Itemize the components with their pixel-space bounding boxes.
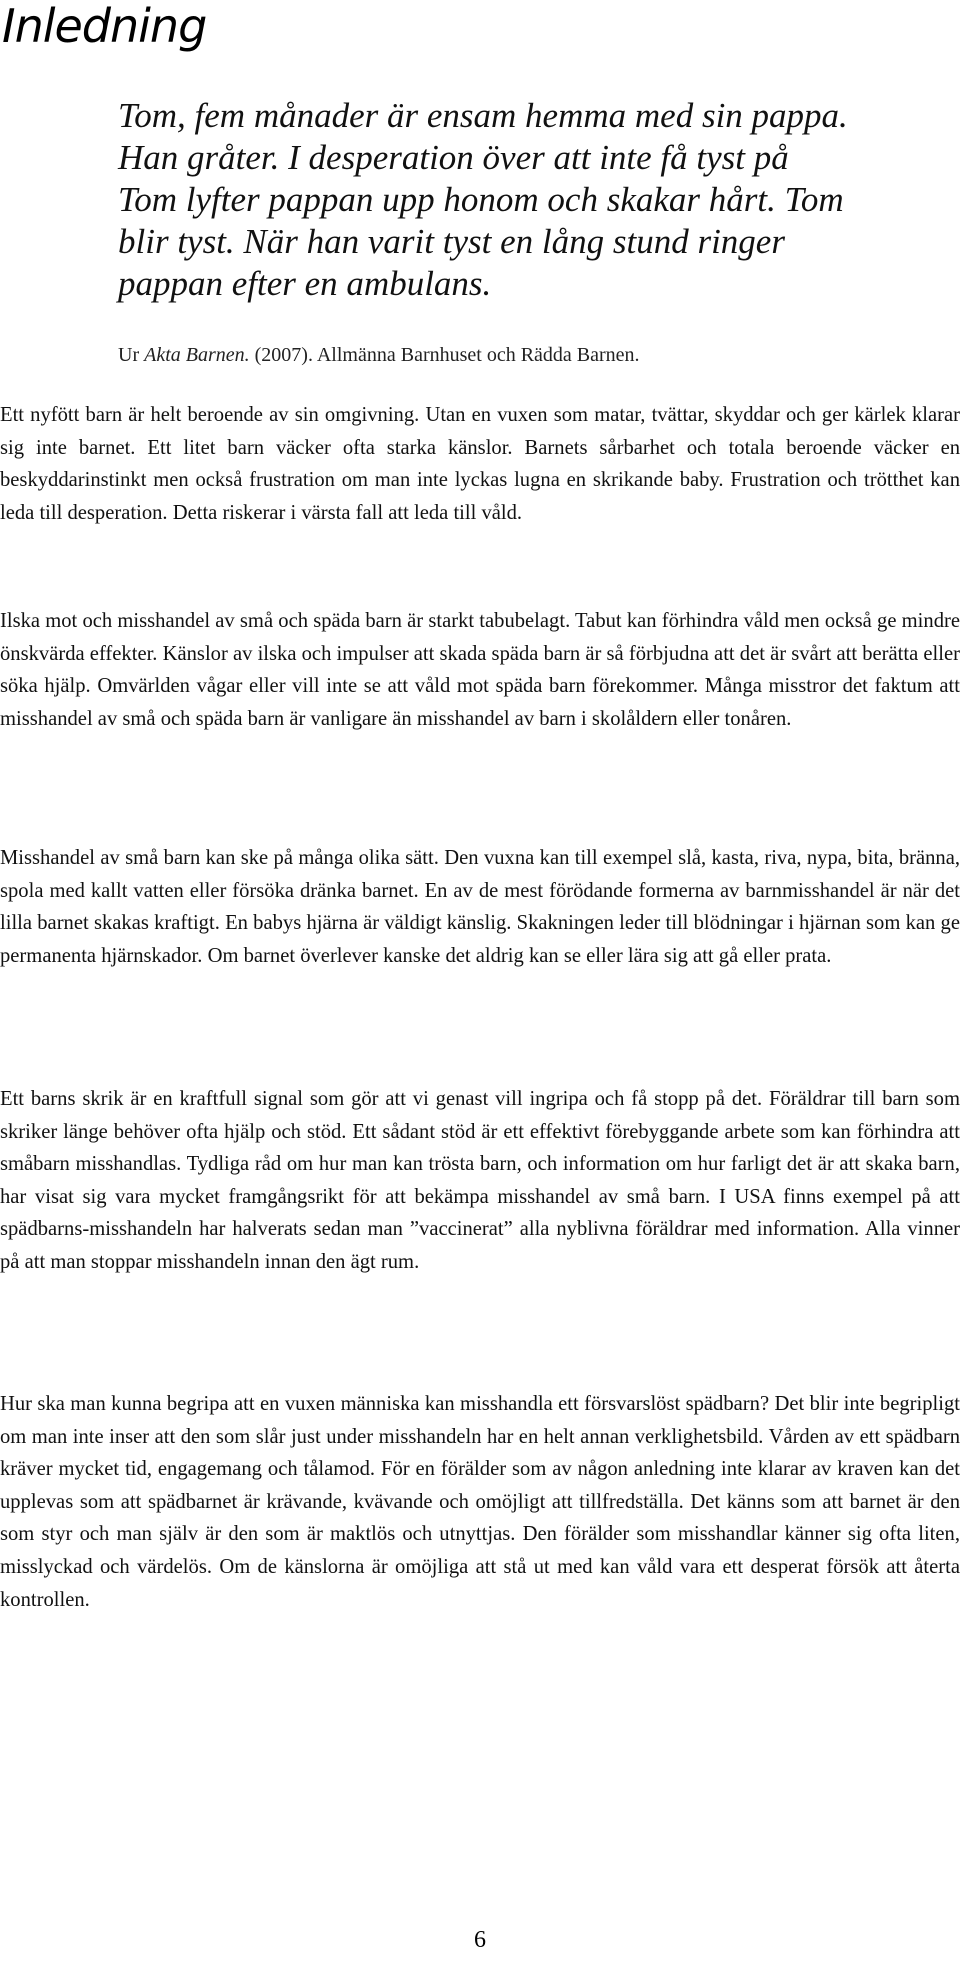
intro-quote: Tom, fem månader är ensam hemma med sin pappa. Han gråter. I desperation över att inte få tyst på Tom lyfter pappan upp honom och skakar hårt. Tom blir tyst. När han varit tyst en lång stund ringer pappan efter en ambulans. [118,96,848,303]
page-number: 6 [474,1927,486,1953]
paragraph-2: Ilska mot och misshandel av små och späda barn är starkt tabubelagt. Tabut kan förhindra våld men också ge mindre önskvärda effekter. Känslor av ilska och impulser att skada späda barn är så förbjudna att det är svårt att berätta eller söka hjälp. Omvärlden vågar eller vill inte se att våld mot späda barn förekommer. Många misstror det faktum att misshandel av små och späda barn är vanligare än misshandel av barn i skolåldern eller tonåren. [0,610,960,730]
citation-title: Akta Barnen. [144,344,250,366]
paragraph-4: Ett barns skrik är en kraftfull signal som gör att vi genast vill ingripa och få stopp på det. Föräldrar till barn som skriker länge behöver ofta hjälp och stöd. Ett sådant stöd är ett effektivt förebyggande arbete som kan förhindra att småbarn misshandlas. Tydliga råd om hur man kan trösta barn, och information om hur farligt det är att skaka barn, har visat sig vara mycket framgångsrikt för att bekämpa misshandel av små barn. I USA finns exempel på att spädbarns-misshandeln har halverats sedan man ”vaccinerat” alla nyblivna föräldrar med information. Alla vinner på att man stoppar misshandeln innan den ägt rum. [0,1088,960,1273]
citation-prefix: Ur [118,344,145,366]
paragraph-1: Ett nyfött barn är helt beroende av sin omgivning. Utan en vuxen som matar, tvättar, skyddar och ger kärlek klarar sig inte barnet. Ett litet barn väcker ofta starka känslor. Barnets sårbarhet och totala beroende väcker en beskyddarinstinkt men också frustration om man inte lyckas lugna en skrikande baby. Frustration och trötthet kan leda till desperation. Detta riskerar i värsta fall att leda till våld. [0,404,960,524]
paragraph-5: Hur ska man kunna begripa att en vuxen människa kan misshandla ett försvarslöst spädbarn? Det blir inte begripligt om man inte inser att den som slår just under misshandeln har en helt annan verklighetsbild. Vården av ett spädbarn kräver mycket tid, engagemang och tålamod. För en förälder som av någon anledning inte klarar av kraven kan det upplevas som att spädbarnet är krävande, kvävande och omöjligt att tillfredställa. Det känns som att barnet är den som styr och man själv är den som är maktlös och utnyttjas. Den förälder som misshandlar känner sig ofta liten, misslyckad och värdelös. Om de känslorna är omöjliga att stå ut med kan våld vara ett desperat försök att återta kontrollen. [0,1393,960,1611]
paragraph-3: Misshandel av små barn kan ske på många olika sätt. Den vuxna kan till exempel slå, kasta, riva, nypa, bita, bränna, spola med kallt vatten eller försöka dränka barnet. En av de mest förödande formerna av barnmisshandel är när det lilla barnet skakas kraftigt. En babys hjärna är väldigt känslig. Skakningen leder till blödningar i hjärnan som kan ge permanenta hjärnskador. Om barnet överlever kanske det aldrig kan se eller lära sig att gå eller prata. [0,847,960,967]
quote-citation [118,342,853,368]
section-heading: Inledning [2,0,207,53]
citation-rest: (2007). Allmänna Barnhuset och Rädda Barnen. [249,344,640,366]
